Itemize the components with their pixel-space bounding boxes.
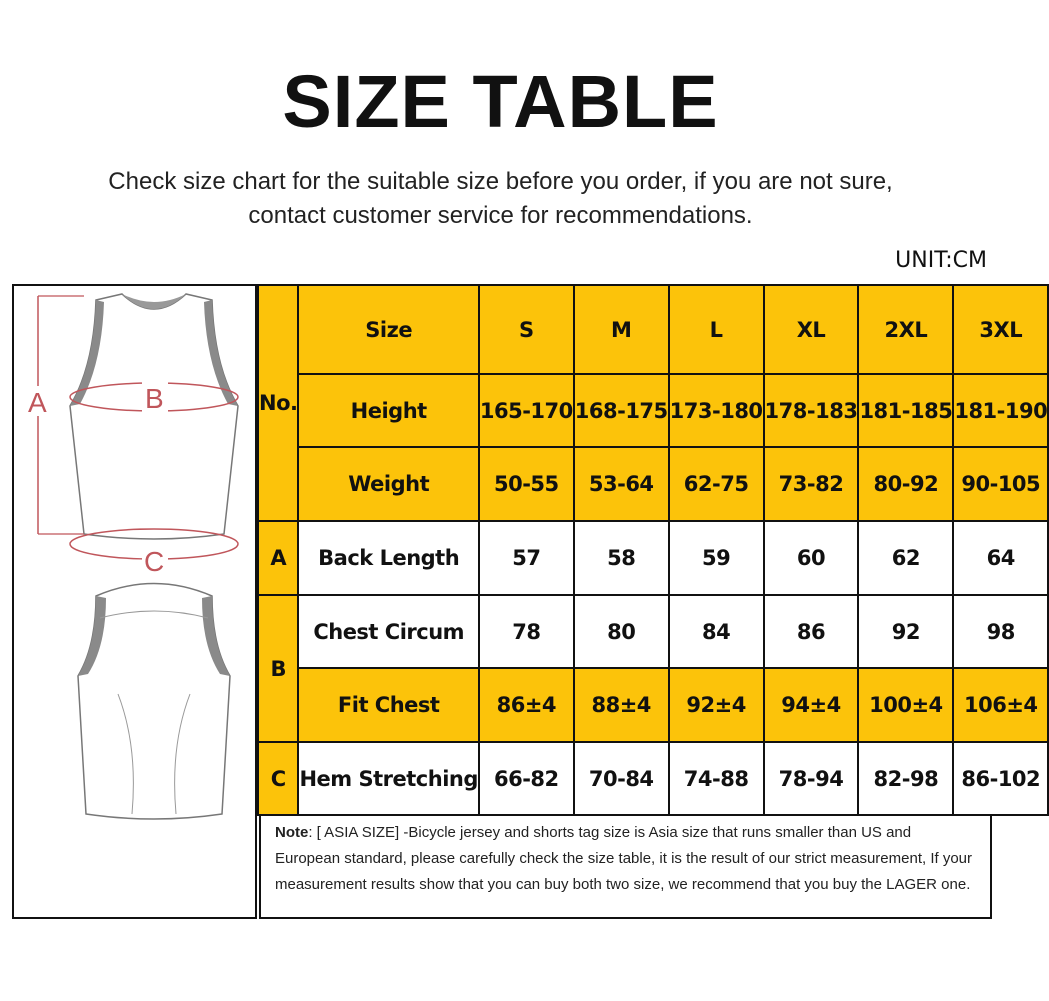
table-cell: 92±4 [669,668,764,742]
note-box [259,814,992,919]
table-cell: 86-102 [953,742,1048,815]
table-cell: 57 [479,521,574,595]
table-row-size [258,285,1048,374]
garment-diagram-panel [12,284,257,919]
table-cell: 82-98 [858,742,953,815]
size-table [257,284,1049,816]
size-2xl: 2XL [858,285,953,374]
table-cell: 59 [669,521,764,595]
subtitle-line-2: contact customer service for recommendations. [248,202,753,229]
table-cell: 165-170 [479,374,574,447]
row-label-height: Height [298,374,478,447]
table-cell: 98 [953,595,1048,668]
note-prefix: Note [275,824,309,841]
table-cell: 74-88 [669,742,764,815]
vest-back [78,584,230,820]
page-title: SIZE TABLE [282,60,719,143]
size-l: L [669,285,764,374]
row-code-c: C [258,742,298,815]
label-c: C [144,546,165,577]
row-label-hem-stretching: Hem Stretching [298,742,478,815]
table-cell: 66-82 [479,742,574,815]
table-cell: 73-82 [764,447,859,521]
table-cell: 62-75 [669,447,764,521]
table-cell: 60 [764,521,859,595]
size-3xl: 3XL [953,285,1048,374]
table-row-chest-circum [258,595,1048,668]
table-row-weight [258,447,1048,521]
subtitle [0,165,1001,233]
table-cell: 50-55 [479,447,574,521]
row-code-a: A [258,521,298,595]
table-cell: 106±4 [953,668,1048,742]
table-cell: 53-64 [574,447,669,521]
table-cell: 168-175 [574,374,669,447]
table-row-fit-chest [258,668,1048,742]
table-cell: 70-84 [574,742,669,815]
table-cell: 88±4 [574,668,669,742]
table-cell: 90-105 [953,447,1048,521]
size-s: S [479,285,574,374]
table-cell: 181-185 [858,374,953,447]
row-label-weight: Weight [298,447,478,521]
table-cell: 86 [764,595,859,668]
table-cell: 78-94 [764,742,859,815]
row-label-back-length: Back Length [298,521,478,595]
table-cell: 178-183 [764,374,859,447]
table-cell: 80 [574,595,669,668]
table-row-height [258,374,1048,447]
vest-front [70,294,238,539]
label-a: A [28,387,47,418]
table-cell: 80-92 [858,447,953,521]
table-cell: 62 [858,521,953,595]
table-cell: 173-180 [669,374,764,447]
table-cell: 100±4 [858,668,953,742]
table-row-back-length [258,521,1048,595]
table-cell: 78 [479,595,574,668]
table-cell: 92 [858,595,953,668]
table-cell: 58 [574,521,669,595]
table-cell: 64 [953,521,1048,595]
no-label: No. [258,285,298,521]
table-cell: 84 [669,595,764,668]
note-text: : [ ASIA SIZE] -Bicycle jersey and shorts tag size is Asia size that runs smaller than US and European standard, please carefully check the size table, it is the result of our strict measurement, If your measurement results show that you can buy both two size, we recommend that you buy the LAGER one. [275,824,973,893]
row-code-b: B [258,595,298,742]
table-row-hem-stretching [258,742,1048,815]
table-cell: 181-190 [953,374,1048,447]
row-label-chest-circum: Chest Circum [298,595,478,668]
table-cell: 94±4 [764,668,859,742]
vest-diagram [14,286,255,917]
table-cell: 86±4 [479,668,574,742]
size-m: M [574,285,669,374]
size-header-label: Size [298,285,478,374]
label-b: B [145,383,164,414]
unit-label: UNIT:CM [895,248,987,273]
size-xl: XL [764,285,859,374]
row-label-fit-chest: Fit Chest [298,668,478,742]
subtitle-line-1: Check size chart for the suitable size before you order, if you are not sure, [108,168,893,195]
